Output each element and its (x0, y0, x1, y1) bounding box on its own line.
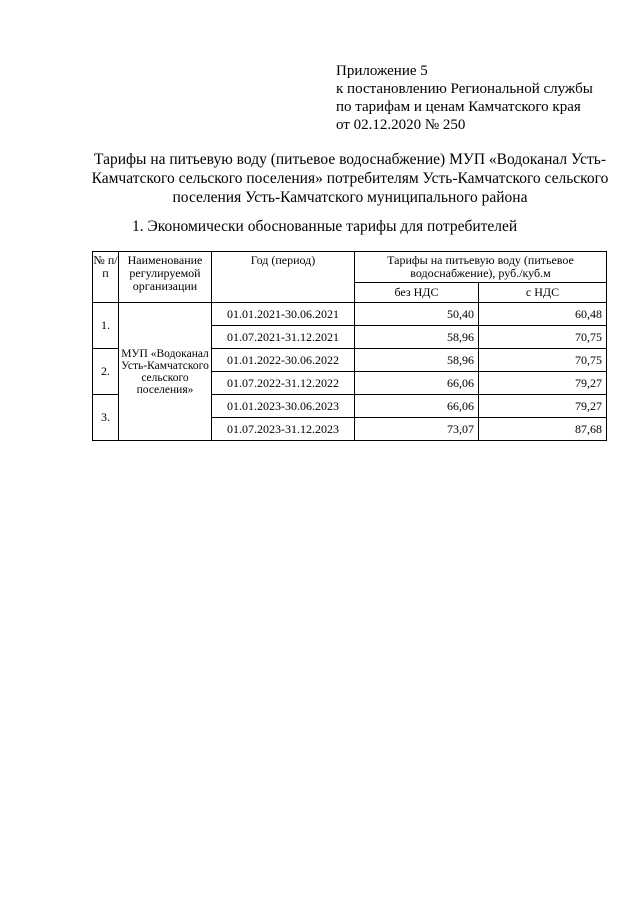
period-cell: 01.01.2023-30.06.2023 (212, 395, 355, 418)
tariff-table (92, 251, 607, 441)
appendix-block (336, 62, 593, 134)
period-cell: 01.01.2021-30.06.2021 (212, 303, 355, 326)
period-cell: 01.07.2022-31.12.2022 (212, 372, 355, 395)
header-num: № п/п (93, 252, 119, 303)
appendix-line: Приложение 5 (336, 63, 428, 79)
vat-cell: 60,48 (479, 303, 607, 326)
header-period: Год (период) (212, 252, 355, 303)
no-vat-cell: 58,96 (355, 326, 479, 349)
appendix-line: от 02.12.2020 № 250 (336, 117, 466, 133)
group-number: 1. (93, 303, 119, 349)
header-no-vat: без НДС (355, 283, 479, 303)
group-number: 3. (93, 395, 119, 441)
vat-cell: 87,68 (479, 418, 607, 441)
organization-name: МУП «Водоканал Усть-Камчатского сельского поселения» (119, 303, 212, 441)
period-cell: 01.07.2021-31.12.2021 (212, 326, 355, 349)
document-title (80, 150, 620, 207)
vat-cell: 79,27 (479, 372, 607, 395)
appendix-line: к постановлению Региональной службы (336, 81, 593, 97)
header-vat: с НДС (479, 283, 607, 303)
header-tariff: Тарифы на питьевую воду (питьевое водоснабжение), руб./куб.м (355, 252, 607, 283)
title-line: Тарифы на питьевую воду (питьевое водоснабжение) МУП «Водоканал Усть- (93, 151, 607, 168)
no-vat-cell: 73,07 (355, 418, 479, 441)
section-heading: 1. Экономически обоснованные тарифы для потребителей (132, 218, 518, 235)
title-line: поселения Усть-Камчатского муниципального района (172, 189, 528, 206)
vat-cell: 79,27 (479, 395, 607, 418)
period-cell: 01.01.2022-30.06.2022 (212, 349, 355, 372)
no-vat-cell: 66,06 (355, 372, 479, 395)
header-org: Наименование регулируемой организации (119, 252, 212, 303)
period-cell: 01.07.2023-31.12.2023 (212, 418, 355, 441)
no-vat-cell: 58,96 (355, 349, 479, 372)
appendix-line: по тарифам и ценам Камчатского края (336, 99, 581, 115)
vat-cell: 70,75 (479, 349, 607, 372)
title-line: Камчатского сельского поселения» потребителям Усть-Камчатского сельского (91, 170, 609, 187)
group-number: 2. (93, 349, 119, 395)
no-vat-cell: 66,06 (355, 395, 479, 418)
no-vat-cell: 50,40 (355, 303, 479, 326)
vat-cell: 70,75 (479, 326, 607, 349)
